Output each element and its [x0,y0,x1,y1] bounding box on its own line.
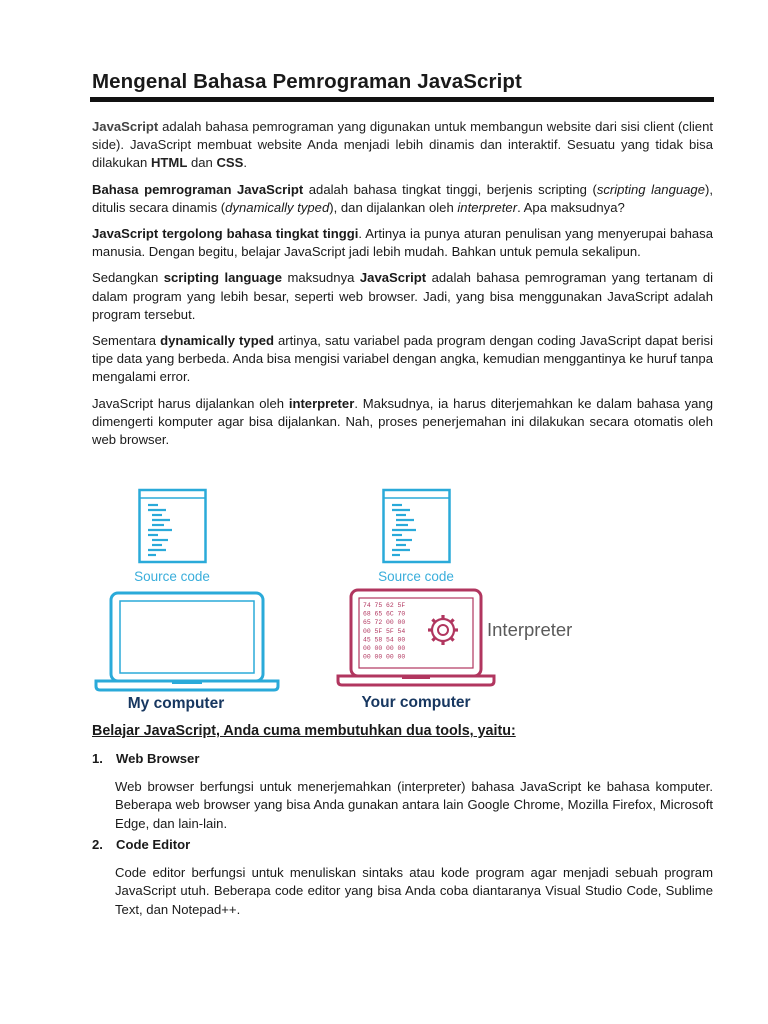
hex-row: 00 00 00 00 [363,645,406,652]
tool-name: Code Editor [116,837,191,852]
italic-term: dynamically typed [225,199,330,215]
title-underline-rule [90,97,714,102]
interpreter-diagram [92,480,612,716]
your-computer-laptop-icon [338,590,494,685]
bold-term: CSS [216,155,244,171]
tool-description: Code editor berfungsi untuk menuliskan sintaks atau kode program agar menjadi sebuah program JavaScript utuh. Beberapa code editor yang bisa Anda coba diantaranya Visual Studio Code, Sublime Text, dan Notepad++. [115,865,713,917]
hex-row: 00 00 00 00 [363,653,406,661]
left-source-code-icon [140,490,206,562]
tool-name: Web Browser [116,751,200,766]
hex-row: 74 75 62 5F [363,602,406,609]
paragraph-4: Sedangkan scripting language maksudnya JavaScript adalah bahasa pemrograman yang tertanam di dalam program yang lebih besar, seperti web browser. Jadi, yang bisa menggunakan JavaScript adalah program tersebut. [92,270,714,322]
your-computer-label: Your computer [361,694,471,711]
hex-dump [363,602,405,661]
bold-term: JavaScript tergolong bahasa tingkat tinggi [92,226,359,242]
paragraph-5: Sementara dynamically typed artinya, satu variabel pada program dengan coding JavaScript dapat berisi tipe data yang berbeda. Anda bisa mengisi variabel dengan angka, kemudian menggantinya ke huruf tanpa mengalami error. [92,333,714,385]
interpreter-label: Interpreter [487,619,573,640]
bold-term: dynamically typed [160,333,274,349]
left-source-code-label: Source code [134,569,210,584]
right-source-code-icon [384,490,450,562]
tools-heading: Belajar JavaScript, Anda cuma membutuhkan dua tools, yaitu: [92,723,516,739]
tool-item-web-browser [92,750,713,833]
right-source-code-label: Source code [378,569,454,584]
italic-term: scripting language [596,181,705,197]
bold-term: scripting language [163,270,282,286]
bold-term: interpreter [288,395,355,411]
tool-item-code-editor [92,836,713,919]
paragraph-2: Bahasa pemrograman JavaScript adalah bahasa tingkat tinggi, berjenis scripting (scripting language), ditulis secara dinamis (dynamically typed), dan dijalankan oleh interpreter. Apa maksudnya? [92,181,713,215]
hex-row: 68 65 6C 70 [363,610,406,618]
intro-body [92,118,713,449]
paragraph-3: JavaScript tergolong bahasa tingkat tinggi. Artinya ia punya aturan penulisan yang menyerupai bahasa manusia. Dengan begitu, belajar JavaScript jadi lebih mudah. Bahkan untuk pemula sekalipun. [92,226,713,260]
bold-term: Bahasa pemrograman JavaScript [92,181,304,197]
hex-row: 65 72 00 00 [363,619,406,627]
tool-description: Web browser berfungsi untuk menerjemahkan (interpreter) bahasa JavaScript ke bahasa komputer. Beberapa web browser yang bisa Anda gunakan antara lain Google Chrome, Mozilla Firefox, Microsoft Edge, dan lain-lain. [115,779,713,831]
bold-term: JavaScript [359,270,427,286]
hex-row: 00 5F 5F 54 [363,627,406,635]
my-computer-laptop-icon [96,593,278,690]
paragraph-6: JavaScript harus dijalankan oleh interpreter. Maksudnya, ia harus diterjemahkan ke dalam bahasa yang dimengerti komputer agar bisa dijalankan. Nah, proses penerjemahan ini dilakukan secara otomatis oleh web browser. [92,395,713,448]
tool-number: 2. [92,837,103,852]
paragraph-1: JavaScript adalah bahasa pemrograman yang digunakan untuk membangun website dari sisi client (client side). JavaScript membuat website Anda menjadi lebih dinamis dan interaktif. Sesuatu yang tidak bisa dilakukan HTML dan CSS. [92,119,713,171]
italic-term: interpreter [457,199,518,215]
bold-term: HTML [150,155,188,171]
page-title: Mengenal Bahasa Pemrograman JavaScript [92,70,522,93]
my-computer-label: My computer [127,695,225,712]
tool-number: 1. [92,751,103,766]
hex-row: 45 58 54 00 [363,636,406,644]
bold-term: JavaScript [92,119,159,134]
